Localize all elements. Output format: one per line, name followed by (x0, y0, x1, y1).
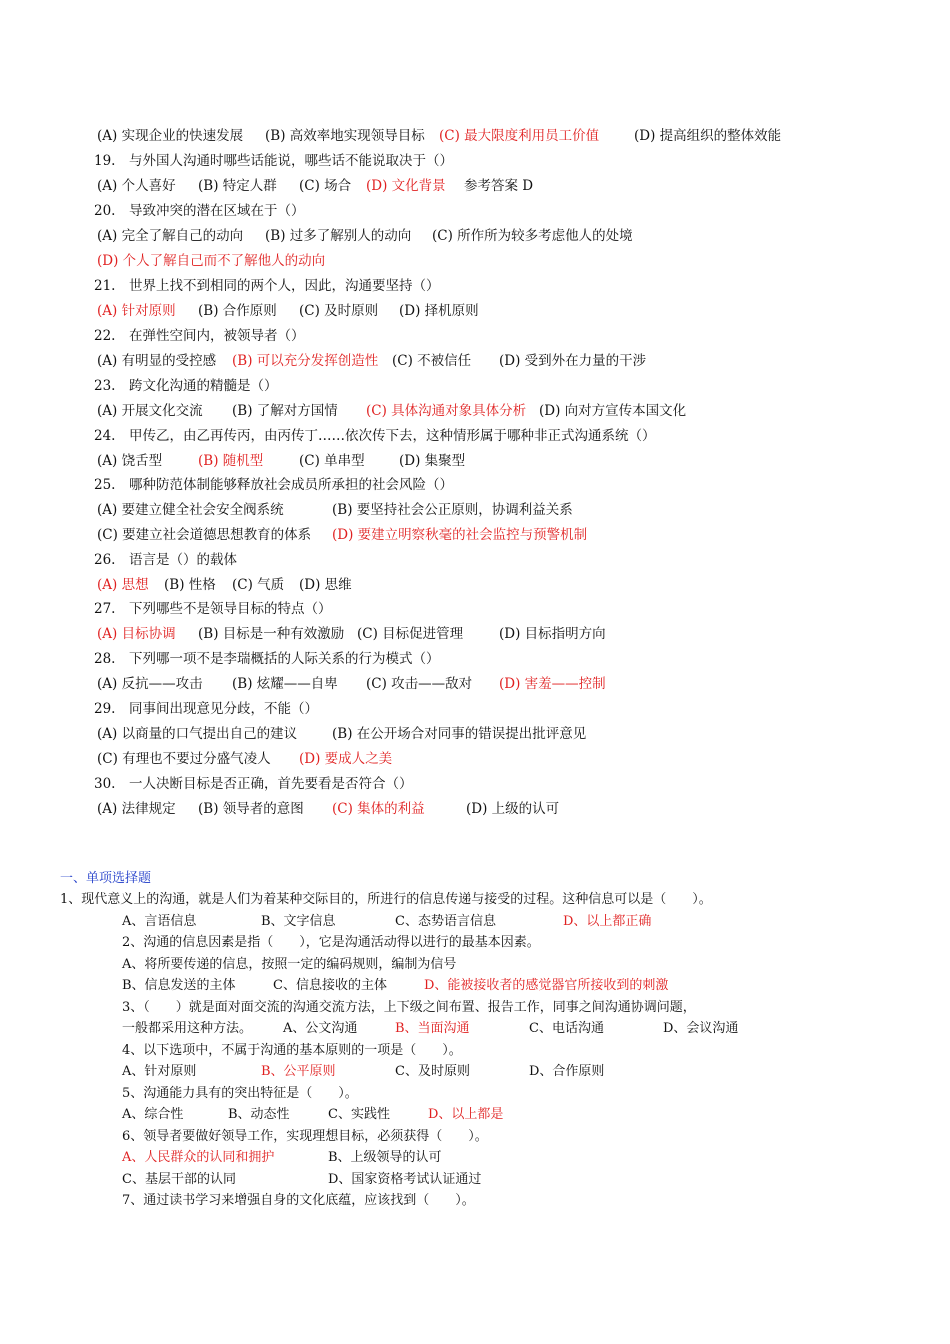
p2-q6-option-c: C、基层干部的认同 (122, 1172, 236, 1187)
p2-q5-option-d-answer: D、以上都是 (428, 1107, 504, 1122)
p2-q1-stem: 1、现代意义上的沟通，就是人们为着某种交际目的，所进行的信息传递与接受的过程。这种信息可以是（ ）。 (60, 892, 712, 907)
q28-option-d-answer: (D) 害羞——控制 (499, 676, 606, 692)
q18-option-d: (D) 提高组织的整体效能 (634, 128, 782, 144)
q22-stem: 22. 在弹性空间内，被领导者（） (94, 328, 305, 344)
p2-q3-stem-line1: 3、（ ）就是面对面交流的沟通交流方法，上下级之间布置、报告工作，同事之间沟通协调问题， (122, 1000, 696, 1015)
q25-option-d-answer: (D) 要建立明察秋毫的社会监控与预警机制 (332, 527, 588, 543)
p2-q6-option-a-answer: A、人民群众的认同和拥护 (122, 1150, 275, 1165)
q23-option-d: (D) 向对方宣传本国文化 (539, 403, 687, 419)
p2-q2-option-c: C、信息接收的主体 (273, 978, 387, 993)
q28-stem: 28. 下列哪一项不是李瑞概括的人际关系的行为模式（） (94, 651, 440, 667)
p2-q4-option-a: A、针对原则 (122, 1064, 197, 1079)
q28-option-b: (B) 炫耀——自卑 (232, 676, 338, 692)
q19-option-d-answer: (D) 文化背景 (366, 178, 446, 194)
q24-option-c: (C) 单串型 (299, 453, 365, 469)
q24-option-b-answer: (B) 随机型 (198, 453, 264, 469)
q29-option-a: (A) 以商量的口气提出自己的建议 (97, 726, 298, 742)
p2-q3-option-b-answer: B、当面沟通 (395, 1021, 470, 1036)
q30-option-c-answer: (C) 集体的利益 (332, 801, 425, 817)
p2-q1-option-c: C、态势语言信息 (395, 914, 496, 929)
q23-stem: 23. 跨文化沟通的精髓是（） (94, 378, 278, 394)
p2-q1-option-b: B、文字信息 (261, 914, 336, 929)
p2-q3-option-d: D、会议沟通 (663, 1021, 739, 1036)
p2-q5-option-c: C、实践性 (328, 1107, 390, 1122)
q27-option-d: (D) 目标指明方向 (499, 626, 606, 642)
q26-stem: 26. 语言是（）的载体 (94, 552, 237, 568)
q20-option-c: (C) 所作所为较多考虑他人的处境 (432, 228, 633, 244)
q26-option-a-answer: (A) 思想 (97, 577, 149, 593)
q28-option-c: (C) 攻击——敌对 (366, 676, 473, 692)
q24-option-a: (A) 饶舌型 (97, 453, 163, 469)
p2-q2-stem: 2、沟通的信息因素是指（ ），它是沟通活动得以进行的最基本因素。 (122, 935, 540, 950)
p2-q4-stem: 4、以下选项中，不属于沟通的基本原则的一项是（ ）。 (122, 1043, 462, 1058)
q21-option-d: (D) 择机原则 (399, 303, 479, 319)
p2-q3-option-a: A、公文沟通 (283, 1021, 358, 1036)
q29-option-d-answer: (D) 要成人之美 (299, 751, 393, 767)
p2-q2-option-a: A、将所要传递的信息，按照一定的编码规则，编制为信号 (122, 957, 457, 972)
q28-option-a: (A) 反抗——攻击 (97, 676, 203, 692)
q19-reference-answer: 参考答案 D (464, 178, 534, 194)
p2-q5-option-b: B、动态性 (228, 1107, 290, 1122)
p2-q1-option-d-answer: D、以上都正确 (563, 914, 652, 929)
q27-option-b: (B) 目标是一种有效激励 (198, 626, 345, 642)
q21-option-a-answer: (A) 针对原则 (97, 303, 176, 319)
q26-option-c: (C) 气质 (232, 577, 285, 593)
q30-stem: 30. 一人决断目标是否正确，首先要看是否符合（） (94, 776, 413, 792)
q18-option-b: (B) 高效率地实现领导目标 (265, 128, 425, 144)
q23-option-a: (A) 开展文化交流 (97, 403, 203, 419)
q27-option-c: (C) 目标促进管理 (357, 626, 464, 642)
q21-option-b: (B) 合作原则 (198, 303, 277, 319)
q20-option-d-answer: (D) 个人了解自己而不了解他人的动向 (97, 253, 326, 269)
q21-stem: 21. 世界上找不到相同的两个人，因此，沟通要坚持（） (94, 278, 440, 294)
q23-option-b: (B) 了解对方国情 (232, 403, 338, 419)
q25-option-b: (B) 要坚持社会公正原则，协调利益关系 (332, 502, 573, 518)
q24-stem: 24. 甲传乙，由乙再传丙，由丙传丁……依次传下去，这种情形属于哪种非正式沟通系统（） (94, 428, 656, 444)
p2-q5-stem: 5、沟通能力具有的突出特征是（ ）。 (122, 1086, 358, 1101)
p2-q3-option-c: C、电话沟通 (529, 1021, 604, 1036)
q25-option-c: (C) 要建立社会道德思想教育的体系 (97, 527, 312, 543)
q26-option-b: (B) 性格 (164, 577, 216, 593)
q30-option-a: (A) 法律规定 (97, 801, 176, 817)
q30-option-b: (B) 领导者的意图 (198, 801, 304, 817)
p2-q7-stem: 7、通过读书学习来增强自身的文化底蕴，应该找到（ ）。 (122, 1193, 475, 1208)
q20-option-b: (B) 过多了解别人的动向 (265, 228, 412, 244)
section-title: 一、单项选择题 (60, 871, 152, 886)
p2-q2-option-d-answer: D、能被接收者的感觉器官所接收到的刺激 (424, 978, 669, 993)
p2-q3-stem-line2: 一般都采用这种方法。 (122, 1021, 253, 1036)
q22-option-d: (D) 受到外在力量的干涉 (499, 353, 647, 369)
q19-stem: 19. 与外国人沟通时哪些话能说，哪些话不能说取决于（） (94, 153, 453, 169)
p2-q5-option-a: A、综合性 (122, 1107, 184, 1122)
p2-q4-option-d: D、合作原则 (529, 1064, 605, 1079)
q18-option-c-answer: (C) 最大限度利用员工价值 (439, 128, 600, 144)
q18-option-a: (A) 实现企业的快速发展 (97, 128, 244, 144)
q20-stem: 20. 导致冲突的潜在区域在于（） (94, 203, 305, 219)
p2-q4-option-c: C、及时原则 (395, 1064, 470, 1079)
p2-q2-option-b: B、信息发送的主体 (122, 978, 236, 993)
q23-option-c-answer: (C) 具体沟通对象具体分析 (366, 403, 527, 419)
q19-option-a: (A) 个人喜好 (97, 178, 176, 194)
q25-stem: 25. 哪种防范体制能够释放社会成员所承担的社会风险（） (94, 477, 453, 493)
q30-option-d: (D) 上级的认可 (466, 801, 560, 817)
q26-option-d: (D) 思维 (299, 577, 352, 593)
q27-stem: 27. 下列哪些不是领导目标的特点（） (94, 601, 332, 617)
q24-option-d: (D) 集聚型 (399, 453, 466, 469)
p2-q6-option-d: D、国家资格考试认证通过 (328, 1172, 482, 1187)
q27-option-a-answer: (A) 目标协调 (97, 626, 176, 642)
q21-option-c: (C) 及时原则 (299, 303, 379, 319)
q19-option-b: (B) 特定人群 (198, 178, 277, 194)
q25-option-a: (A) 要建立健全社会安全阀系统 (97, 502, 284, 518)
q19-option-c: (C) 场合 (299, 178, 352, 194)
q22-option-a: (A) 有明显的受控感 (97, 353, 217, 369)
p2-q6-stem: 6、领导者要做好领导工作，实现理想目标，必须获得（ ）。 (122, 1129, 488, 1144)
q22-option-c: (C) 不被信任 (392, 353, 472, 369)
p2-q1-option-a: A、言语信息 (122, 914, 197, 929)
p2-q6-option-b: B、上级领导的认可 (328, 1150, 442, 1165)
q29-option-c: (C) 有理也不要过分盛气凌人 (97, 751, 271, 767)
q29-stem: 29. 同事间出现意见分歧，不能（） (94, 701, 318, 717)
p2-q4-option-b-answer: B、公平原则 (261, 1064, 336, 1079)
q20-option-a: (A) 完全了解自己的动向 (97, 228, 244, 244)
q29-option-b: (B) 在公开场合对同事的错误提出批评意见 (332, 726, 587, 742)
q22-option-b-answer: (B) 可以充分发挥创造性 (232, 353, 379, 369)
